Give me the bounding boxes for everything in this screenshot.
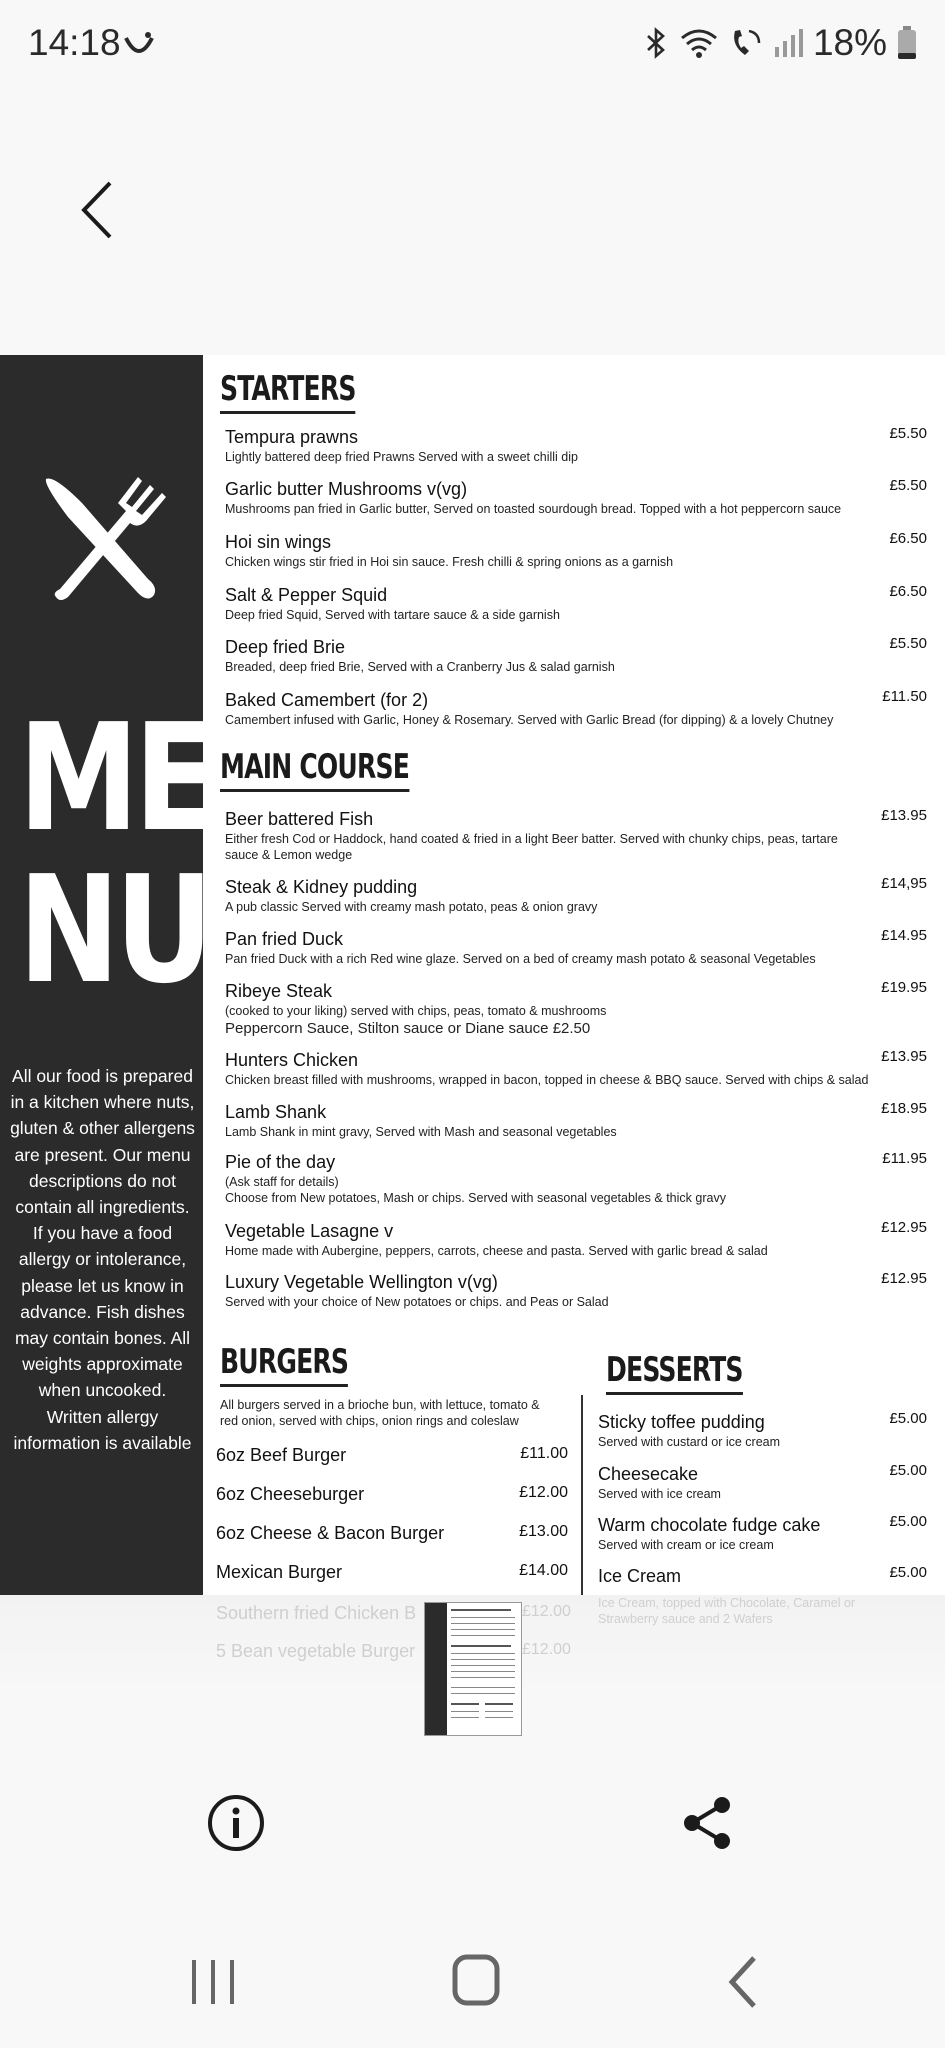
burger-item: 6oz Cheeseburger £12.00: [216, 1484, 568, 1504]
system-nav-bar: [0, 1940, 945, 2040]
signal-icon: [773, 27, 803, 59]
share-icon[interactable]: [678, 1793, 738, 1853]
main-item: Hunters Chicken £13.95 Chicken breast filled with mushrooms, wrapped in bacon, topped in cheese & BBQ sauce. Served with chips & salad: [225, 1048, 927, 1087]
main-item: Vegetable Lasagne v £12.95 Home made with Aubergine, peppers, carrots, cheese and pasta. Served with garlic bread & salad: [225, 1219, 927, 1258]
burger-item: 6oz Beef Burger £11.00: [216, 1445, 568, 1465]
starter-item: Tempura prawns £5.50 Lightly battered deep fried Prawns Served with a sweet chilli dip: [225, 425, 927, 464]
starter-item: Garlic butter Mushrooms v(vg) £5.50 Mushrooms pan fried in Garlic butter, Served on toasted sourdough bread. Topped with a hot peppercorn sauce: [225, 477, 927, 516]
main-item: Luxury Vegetable Wellington v(vg) £12.95 Served with your choice of New potatoes or chips. and Peas or Salad: [225, 1270, 927, 1309]
dessert-item: Sticky toffee pudding £5.00 Served with custard or ice cream: [598, 1410, 927, 1449]
battery-percent: 18%: [812, 22, 887, 63]
menu-content: [203, 355, 945, 1595]
menu-sidebar: [0, 355, 213, 1595]
back-arrow-icon[interactable]: [70, 175, 130, 245]
desserts-title: DESSERTS: [606, 1350, 743, 1395]
dessert-item: Warm chocolate fudge cake £5.00 Served with cream or ice cream: [598, 1513, 927, 1552]
main-item: Pan fried Duck £14.95 Pan fried Duck with a rich Red wine glaze. Served on a bed of creamy mash potato & seasonal Vegetables: [225, 927, 927, 966]
burger-price-faded: £12.00: [522, 1603, 571, 1620]
burgers-title: BURGERS: [220, 1342, 348, 1387]
starter-item: Hoi sin wings £6.50 Chicken wings stir fried in Hoi sin sauce. Fresh chilli & spring onions as a garnish: [225, 530, 927, 569]
burger-price-faded: £12.00: [522, 1641, 571, 1658]
dessert-item: Ice Cream £5.00: [598, 1564, 927, 1586]
main-item: Ribeye Steak £19.95 (cooked to your liking) served with chips, peas, tomato & mushrooms Peppercorn Sauce, Stilton sauce or Diane sauce £2.50: [225, 979, 927, 1037]
starters-title: STARTERS: [220, 369, 356, 414]
image-thumbnail[interactable]: [424, 1602, 522, 1736]
main-item: Pie of the day £11.95 (Ask staff for details) Choose from New potatoes, Mash or chips. Served with seasonal vegetables & thick gravy: [225, 1150, 927, 1205]
nav-back-icon[interactable]: [724, 1954, 764, 2010]
main-item: Steak & Kidney pudding £14,95 A pub classic Served with creamy mash potato, peas & onion gravy: [225, 875, 927, 914]
dessert-desc-faded: Ice Cream, topped with Chocolate, Caramel or Strawberry sauce and 2 Wafers: [598, 1596, 856, 1626]
main-item: Beer battered Fish £13.95 Either fresh Cod or Haddock, hand coated & fried in a light Beer batter. Served with chunky chips, peas, tartare sauce & Lemon wedge: [225, 807, 927, 862]
menu-word-top: ME: [18, 692, 213, 864]
bluetooth-icon: [643, 27, 669, 59]
knife-fork-icon: [38, 473, 173, 603]
status-time: 14:18: [28, 22, 121, 63]
main-course-title: MAIN COURSE: [220, 747, 409, 792]
status-bar: [0, 0, 945, 90]
starter-item: Salt & Pepper Squid £6.50 Deep fried Squid, Served with tartare sauce & a side garnish: [225, 583, 927, 622]
notification-icon: [122, 30, 156, 60]
burgers-intro: All burgers served in a brioche bun, with lettuce, tomato & red onion, served with chips, onion rings and coleslaw: [220, 1398, 540, 1428]
wifi-icon: [679, 27, 719, 59]
burger-item-faded: 5 Bean vegetable Burger: [216, 1641, 416, 1661]
recent-apps-icon[interactable]: [188, 1956, 238, 2008]
starter-item: Baked Camembert (for 2) £11.50 Camembert infused with Garlic, Honey & Rosemary. Served with Garlic Bread (for dipping) & a lovely Chutney: [225, 688, 927, 727]
dessert-item: Cheesecake £5.00 Served with ice cream: [598, 1462, 927, 1501]
menu-word-bottom: NU: [18, 844, 209, 1016]
home-icon[interactable]: [452, 1954, 502, 2008]
battery-icon: [897, 26, 917, 60]
main-item: Lamb Shank £18.95 Lamb Shank in mint gravy, Served with Mash and seasonal vegetables: [225, 1100, 927, 1139]
wifi-call-icon: [729, 27, 763, 59]
status-icons: [643, 22, 917, 64]
starter-item: Deep fried Brie £5.50 Breaded, deep fried Brie, Served with a Cranberry Jus & salad garnish: [225, 635, 927, 674]
info-icon[interactable]: [206, 1793, 266, 1853]
menu-image[interactable]: [0, 355, 945, 1595]
burger-item-faded: Southern fried Chicken B: [216, 1603, 417, 1623]
burger-item: Mexican Burger £14.00: [216, 1562, 568, 1582]
allergy-note: All our food is prepared in a kitchen where nuts, gluten & other allergens are present. Our menu descriptions do not contain all ingredients. If you have a food allergy or intolerance, please let us know in advance. Fish dishes may contain bones. All weights approximate when uncooked. Written allergy information is available: [10, 1066, 195, 1453]
column-divider: [581, 1395, 583, 1595]
burger-item: 6oz Cheese & Bacon Burger £13.00: [216, 1523, 568, 1543]
